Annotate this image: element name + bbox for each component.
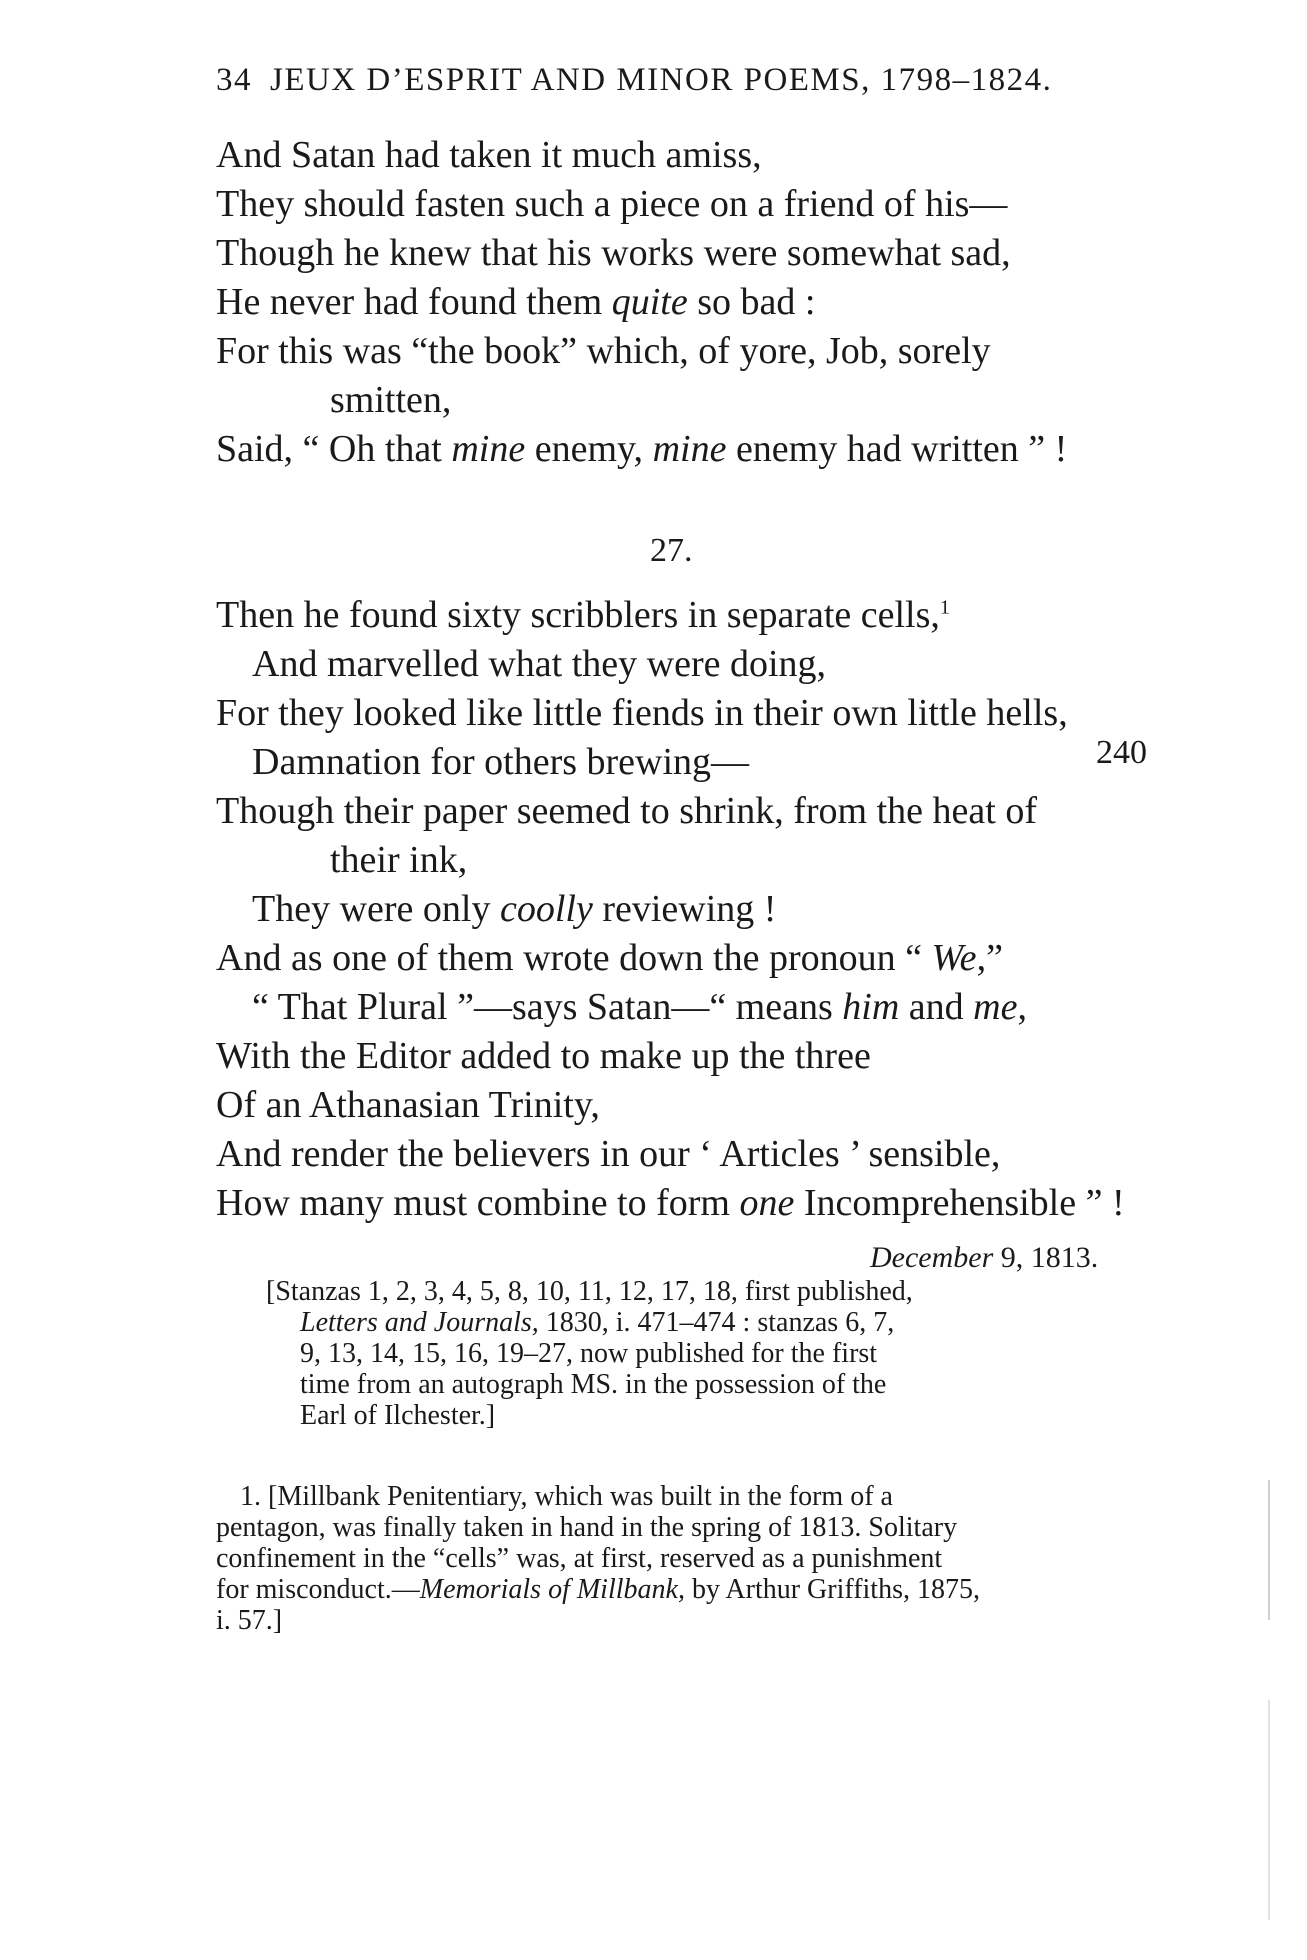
verse-line: They were only coolly reviewing !: [252, 888, 777, 930]
editorial-note-line: Letters and Journals, 1830, i. 471–474 : stanzas 6, 7,: [300, 1307, 895, 1338]
editorial-note-line: Earl of Ilchester.]: [300, 1400, 496, 1431]
footnote-line: 1. [Millbank Penitentiary, which was built in the form of a: [240, 1481, 893, 1512]
dateline: December 9, 1813.: [870, 1241, 1099, 1274]
footnote-line: pentagon, was finally taken in hand in the spring of 1813. Solitary: [216, 1512, 958, 1543]
verse-line: Though their paper seemed to shrink, from the heat of: [216, 790, 1037, 832]
verse-line: For this was “the book” which, of yore, Job, sorely: [216, 330, 991, 372]
running-title: JEUX D’ESPRIT AND MINOR POEMS, 1798–1824.: [270, 62, 1053, 98]
page-number: 34: [216, 62, 252, 98]
verse-line: “ That Plural ”—says Satan—“ means him and me,: [252, 986, 1027, 1028]
editorial-note-line: time from an autograph MS. in the possession of the: [300, 1369, 887, 1400]
line-number: 240: [1096, 734, 1147, 771]
verse-line: With the Editor added to make up the three: [216, 1035, 871, 1077]
verse-line-continuation: their ink,: [330, 839, 468, 881]
verse-line: And as one of them wrote down the pronoun “ We,”: [216, 937, 1003, 979]
verse-line: For they looked like little fiends in their own little hells,: [216, 692, 1068, 734]
verse-line: Damnation for others brewing—: [252, 741, 750, 783]
running-header: [216, 62, 1136, 99]
verse-line: And Satan had taken it much amiss,: [216, 134, 762, 176]
verse-line: They should fasten such a piece on a friend of his—: [216, 183, 1008, 225]
editorial-note-line: 9, 13, 14, 15, 16, 19–27, now published for the first: [300, 1338, 878, 1369]
verse-line: Though he knew that his works were somewhat sad,: [216, 232, 1011, 274]
verse-line: Said, “ Oh that mine enemy, mine enemy had written ” !: [216, 428, 1068, 470]
editorial-note-line: [Stanzas 1, 2, 3, 4, 5, 8, 10, 11, 12, 17, 18, first published,: [266, 1276, 913, 1307]
stanza-number: 27.: [650, 532, 693, 569]
verse-line: Of an Athanasian Trinity,: [216, 1084, 600, 1126]
scan-mark: [1268, 1480, 1270, 1620]
footnote-marker: 1: [939, 596, 950, 619]
footnote-line: i. 57.]: [216, 1605, 283, 1636]
verse-line: How many must combine to form one Incomprehensible ” !: [216, 1182, 1125, 1224]
scan-mark: [1268, 1700, 1270, 1920]
verse-line: And marvelled what they were doing,: [252, 643, 827, 685]
footnote-line: confinement in the “cells” was, at first, reserved as a punishment: [216, 1543, 943, 1574]
verse-line: And render the believers in our ‘ Articles ’ sensible,: [216, 1133, 1001, 1175]
verse-line: Then he found sixty scribblers in separate cells,$^1$: [216, 594, 950, 636]
verse-line-continuation: smitten,: [330, 379, 452, 421]
footnote-line: for misconduct.—Memorials of Millbank, by Arthur Griffiths, 1875,: [216, 1574, 980, 1605]
verse-line: He never had found them quite so bad :: [216, 281, 816, 323]
